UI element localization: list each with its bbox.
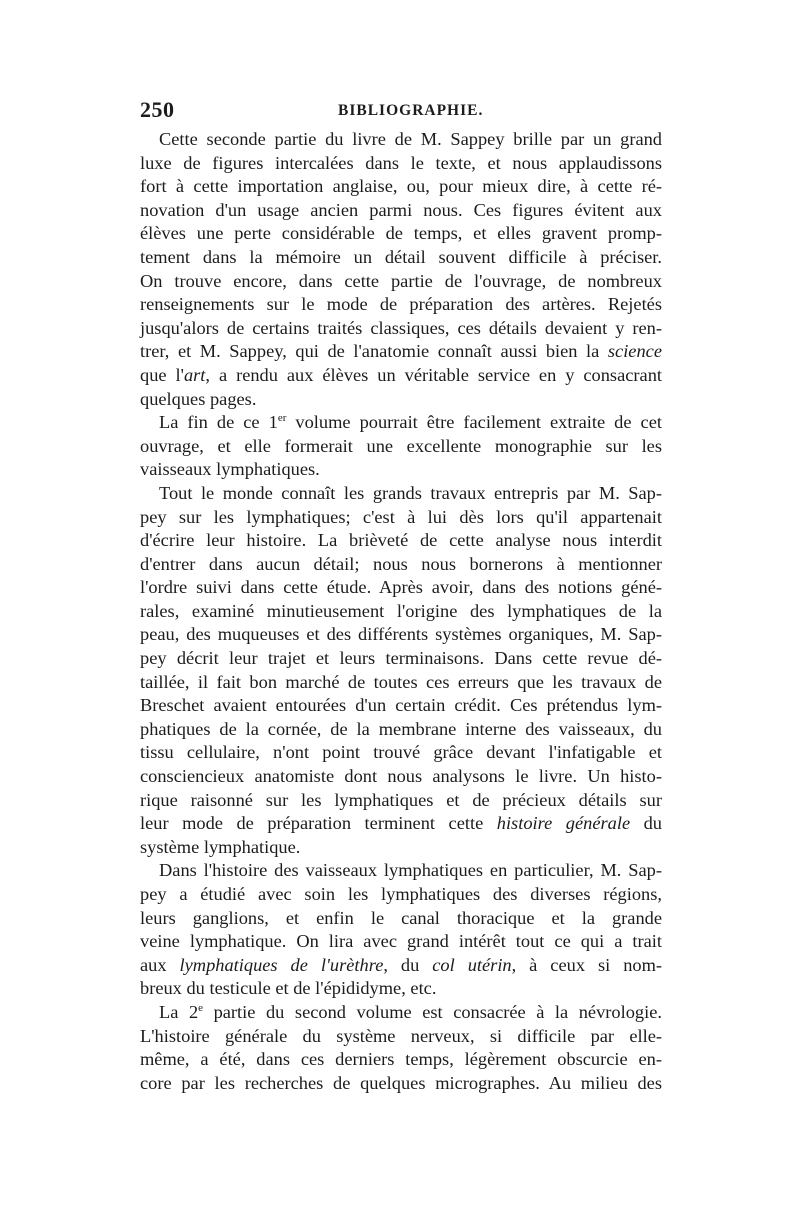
body-text [140, 128, 662, 1095]
text-line [140, 222, 662, 246]
text-run: quelques pages. [140, 388, 257, 409]
text-line [140, 411, 662, 435]
text-line [140, 246, 662, 270]
text-run: système lymphatique. [140, 836, 301, 857]
italic-text: art [183, 364, 206, 385]
text-run: breux du testicule et de l'épididyme, etc. [140, 978, 437, 999]
text-run: renseignements sur le mode de préparation des artères. Rejetés [140, 294, 662, 315]
text-run: consciencieux anatomiste dont nous analysons le livre. Un histo- [140, 766, 662, 787]
text-line [140, 388, 662, 412]
text-run: leur mode de préparation terminent cette [140, 813, 497, 834]
italic-text: col utérin [432, 954, 512, 975]
text-run: Cette seconde partie du livre de M. Sappey brille par un grand [159, 129, 662, 149]
text-run: tement dans la mémoire un détail souvent difficile à préciser. [140, 246, 662, 267]
italic-text: science [607, 341, 662, 362]
text-run: core par les recherches de quelques micrographes. Au milieu des [140, 1072, 662, 1093]
text-line [140, 671, 662, 695]
text-line [140, 623, 662, 647]
text-run: La 2 [159, 1001, 199, 1022]
page-number: 250 [140, 97, 175, 122]
text-line [140, 907, 662, 931]
text-run: leurs ganglions, et enfin le canal thoracique et la grande [140, 907, 662, 928]
text-run: du [630, 813, 663, 834]
text-run: rique raisonné sur les lymphatiques et de précieux détails sur [140, 789, 662, 810]
text-line [140, 600, 662, 624]
text-run: , du [383, 954, 433, 975]
text-line [140, 977, 662, 1001]
text-line [140, 954, 662, 978]
text-run: d'écrire leur histoire. La brièveté de cette analyse nous interdit [140, 530, 662, 551]
text-line [140, 930, 662, 954]
superscript: e [198, 1001, 204, 1014]
text-line [140, 789, 662, 813]
text-run: élèves une perte considérable de temps, et elles gravent promp- [140, 223, 662, 244]
text-run: même, a été, dans ces derniers temps, légèrement obscurcie en- [140, 1049, 662, 1070]
text-run: novation d'un usage ancien parmi nous. Ces figures évitent aux [140, 199, 662, 220]
text-run: vaisseaux lymphatiques. [140, 459, 320, 480]
text-run: jusqu'alors de certains traités classiques, ces détails devaient y ren- [140, 317, 662, 338]
text-line [140, 765, 662, 789]
text-run: ouvrage, et elle formerait une excellente monographie sur les [140, 435, 662, 456]
section-title: BIBLIOGRAPHIE. [338, 102, 484, 119]
text-line [140, 270, 662, 294]
text-line [140, 694, 662, 718]
text-line [140, 1001, 662, 1025]
text-run: , a rendu aux élèves un véritable service en y consacrant [205, 364, 663, 385]
text-line [140, 859, 662, 883]
text-run: volume pourrait être facilement extraite de cet [286, 412, 662, 433]
text-line [140, 317, 662, 341]
text-line [140, 883, 662, 907]
text-run: que l' [140, 364, 184, 385]
text-run: luxe de figures intercalées dans le texte, et nous applaudissons [140, 152, 662, 173]
text-run: pey a étudié avec soin les lymphatiques des diverses régions, [140, 884, 662, 904]
text-line [140, 576, 662, 600]
text-run: veine lymphatique. On lira avec grand intérêt tout ce qui a trait [140, 931, 662, 952]
text-line [140, 741, 662, 765]
text-line [140, 293, 662, 317]
text-run: On trouve encore, dans cette partie de l'ouvrage, de nombreux [140, 270, 662, 291]
italic-text: lymphatiques de l'urèthre [179, 954, 384, 975]
text-line [140, 152, 662, 176]
text-line [140, 812, 662, 836]
text-line [140, 718, 662, 742]
text-line [140, 1072, 662, 1096]
text-run: La fin de ce 1 [159, 412, 278, 433]
text-run: taillée, il fait bon marché de toutes ces erreurs que les travaux de [140, 671, 662, 692]
text-run: partie du second volume est consacrée à la névrologie. [203, 1001, 662, 1022]
text-line [140, 175, 662, 199]
running-head [140, 97, 670, 129]
text-line [140, 647, 662, 671]
text-line [140, 553, 662, 577]
text-run: rales, examiné minutieusement l'origine des lymphatiques de la [140, 600, 662, 621]
text-line [140, 458, 662, 482]
text-line [140, 482, 662, 506]
text-run: Breschet avaient entourées d'un certain crédit. Ces prétendus lym- [140, 695, 662, 716]
text-line [140, 506, 662, 530]
text-run: d'entrer dans aucun détail; nous nous bornerons à mentionner [140, 553, 662, 574]
text-run: Tout le monde connaît les grands travaux entrepris par M. Sap- [159, 482, 662, 503]
text-run: fort à cette importation anglaise, ou, pour mieux dire, à cette ré- [140, 176, 662, 197]
text-run: Dans l'histoire des vaisseaux lymphatiques en particulier, M. Sap- [159, 860, 662, 881]
text-line [140, 364, 662, 388]
text-run: , à ceux si nom- [511, 954, 663, 975]
text-run: trer, et M. Sappey, qui de l'anatomie connaît aussi bien la [140, 341, 608, 362]
text-line [140, 199, 662, 223]
text-run: tissu cellulaire, n'ont point trouvé grâce devant l'infatigable et [140, 742, 662, 763]
text-run: L'histoire générale du système nerveux, si difficile par elle- [140, 1025, 662, 1046]
text-line [140, 836, 662, 860]
text-run: pey sur les lymphatiques; c'est à lui dès lors qu'il appartenait [140, 506, 662, 527]
text-line [140, 340, 662, 364]
text-run: peau, des muqueuses et des différents systèmes organiques, M. Sap- [140, 624, 662, 645]
text-run: pey décrit leur trajet et leurs terminaisons. Dans cette revue dé- [140, 648, 662, 669]
text-run: aux [140, 954, 180, 975]
text-line [140, 1025, 662, 1049]
superscript: er [277, 412, 287, 424]
text-line [140, 1048, 662, 1072]
italic-text: histoire générale [496, 813, 631, 834]
text-run: phatiques de la cornée, de la membrane interne des vaisseaux, du [140, 718, 662, 739]
text-line [140, 529, 662, 553]
text-line [140, 128, 662, 152]
text-line [140, 435, 662, 459]
text-run: l'ordre suivi dans cette étude. Après avoir, dans des notions géné- [140, 577, 662, 598]
